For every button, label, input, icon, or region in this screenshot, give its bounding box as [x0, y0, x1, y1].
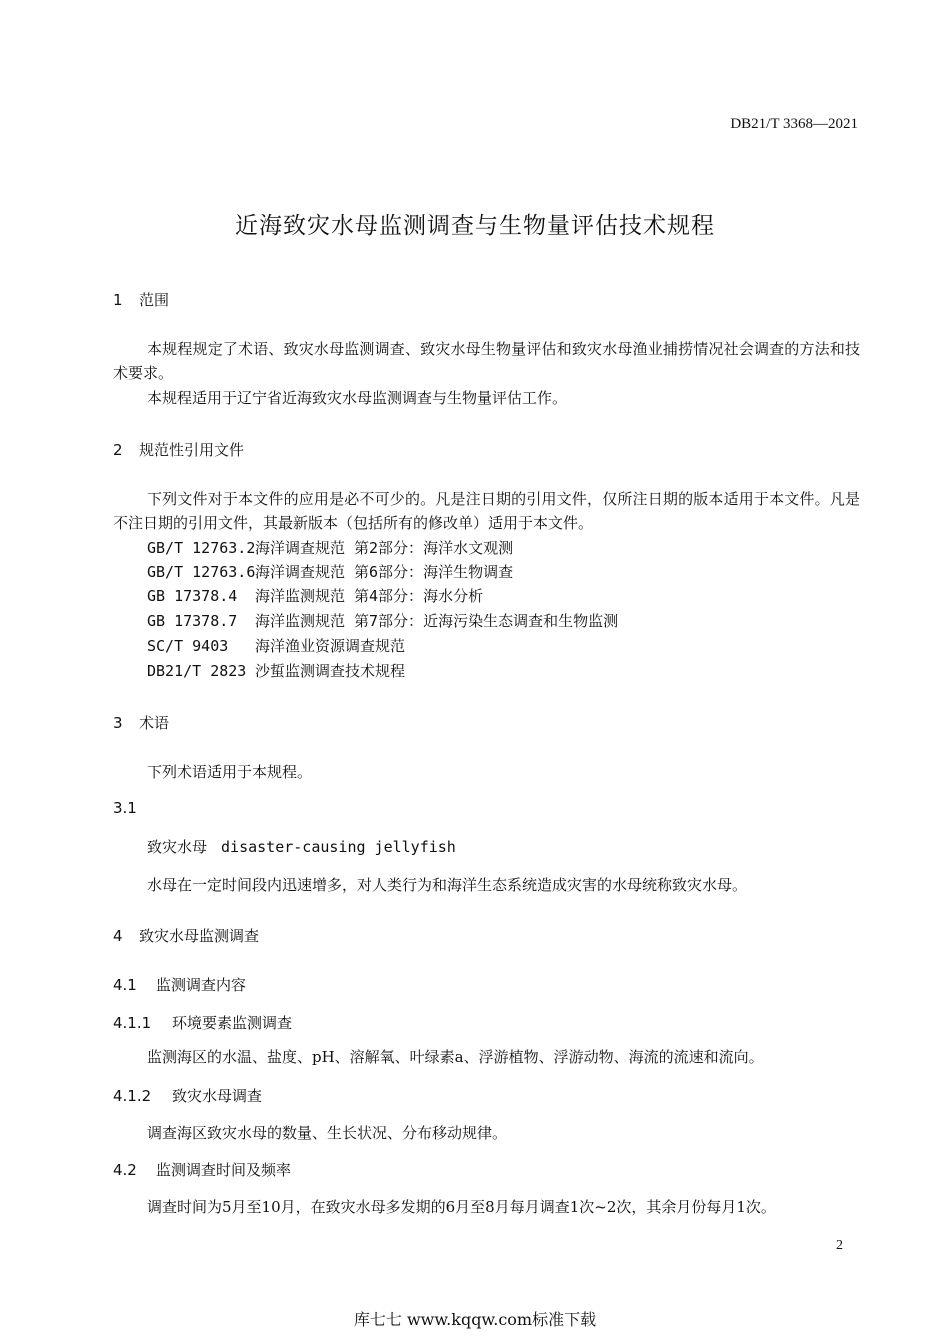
reference-item: [147, 537, 513, 558]
reference-title: 海洋监测规范 第4部分：海水分析: [255, 587, 484, 605]
reference-code: GB 17378.4: [147, 587, 238, 605]
reference-code: GB 17378.7: [147, 612, 238, 630]
reference-code: GB/T 12763.6: [147, 563, 256, 581]
section-title: 监测调查内容: [156, 976, 247, 994]
reference-item: [147, 585, 483, 606]
term-number: 3.1: [113, 799, 137, 817]
reference-item: [147, 561, 513, 582]
reference-item: [147, 635, 405, 656]
section-4-1-1-text: 监测海区的水温、盐度、pH、溶解氧、叶绿素a、浮游植物、浮游动物、海流的流速和流向。: [147, 1048, 764, 1066]
section-title: 环境要素监测调查: [172, 1014, 293, 1032]
reference-title: 海洋调查规范 第6部分：海洋生物调查: [255, 563, 514, 581]
section-3-paragraph-1: 下列术语适用于本规程。: [147, 763, 313, 781]
section-number: 4.1.2: [113, 1087, 152, 1105]
section-4-2-heading: [113, 1159, 291, 1180]
section-1-paragraph-1: 本规程规定了术语、致灾水母监测调查、致灾水母生物量评估和致灾水母渔业捕捞情况社会调查的方法和技术要求。: [113, 340, 860, 382]
section-title: 规范性引用文件: [139, 441, 245, 459]
term-chinese: 致灾水母: [147, 838, 208, 856]
section-3-heading: [113, 712, 169, 733]
section-4-1-1-heading: [113, 1012, 292, 1033]
section-2-heading: [113, 439, 244, 460]
section-1-paragraph-2: 本规程适用于辽宁省近海致灾水母监测调查与生物量评估工作。: [147, 389, 568, 407]
term-english: disaster-causing jellyfish: [221, 838, 456, 856]
page-number: 2: [836, 1238, 843, 1253]
reference-code: SC/T 9403: [147, 637, 229, 655]
section-4-1-2-text: 调查海区致灾水母的数量、生长状况、分布移动规律。: [147, 1124, 508, 1142]
section-number: 4.1: [113, 976, 137, 994]
section-number: 3: [113, 714, 123, 732]
section-2-paragraph-1: 下列文件对于本文件的应用是必不可少的。凡是注日期的引用文件，仅所注日期的版本适用于本文件。凡是不注日期的引用文件，其最新版本（包括所有的修改单）适用于本文件。: [113, 490, 860, 532]
term-definition: 水母在一定时间段内迅速增多，对人类行为和海洋生态系统造成灾害的水母统称致灾水母。: [147, 876, 748, 894]
reference-title: 海洋调查规范 第2部分：海洋水文观测: [255, 539, 514, 557]
footer-watermark: 库七七 www.kqqw.com标准下载: [353, 1310, 597, 1329]
section-title: 术语: [139, 714, 170, 732]
reference-title: 海洋监测规范 第7部分：近海污染生态调查和生物监测: [255, 612, 619, 630]
section-number: 1: [113, 291, 123, 309]
section-4-2-text: 调查时间为5月至10月，在致灾水母多发期的6月至8月每月调查1次~2次，其余月份每月1次。: [147, 1198, 776, 1216]
reference-code: DB21/T 2823: [147, 662, 247, 680]
reference-item: [147, 610, 618, 631]
section-4-heading: [113, 925, 259, 946]
section-number: 4: [113, 927, 123, 945]
section-4-1-heading: [113, 974, 246, 995]
term-entry: [147, 836, 456, 857]
section-title: 监测调查时间及频率: [156, 1161, 292, 1179]
section-number: 4.2: [113, 1161, 137, 1179]
section-4-1-2-heading: [113, 1085, 262, 1106]
section-title: 范围: [139, 291, 170, 309]
reference-item: [147, 660, 405, 681]
section-number: 4.1.1: [113, 1014, 152, 1032]
reference-title: 海洋渔业资源调查规范: [255, 637, 406, 655]
section-title: 致灾水母调查: [172, 1087, 263, 1105]
section-1-heading: [113, 289, 169, 310]
standard-code: DB21/T 3368—2021: [730, 116, 858, 132]
reference-title: 沙蜇监测调查技术规程: [255, 662, 406, 680]
section-title: 致灾水母监测调查: [139, 927, 260, 945]
reference-code: GB/T 12763.2: [147, 539, 256, 557]
document-title: 近海致灾水母监测调查与生物量评估技术规程: [235, 213, 715, 239]
section-number: 2: [113, 441, 123, 459]
